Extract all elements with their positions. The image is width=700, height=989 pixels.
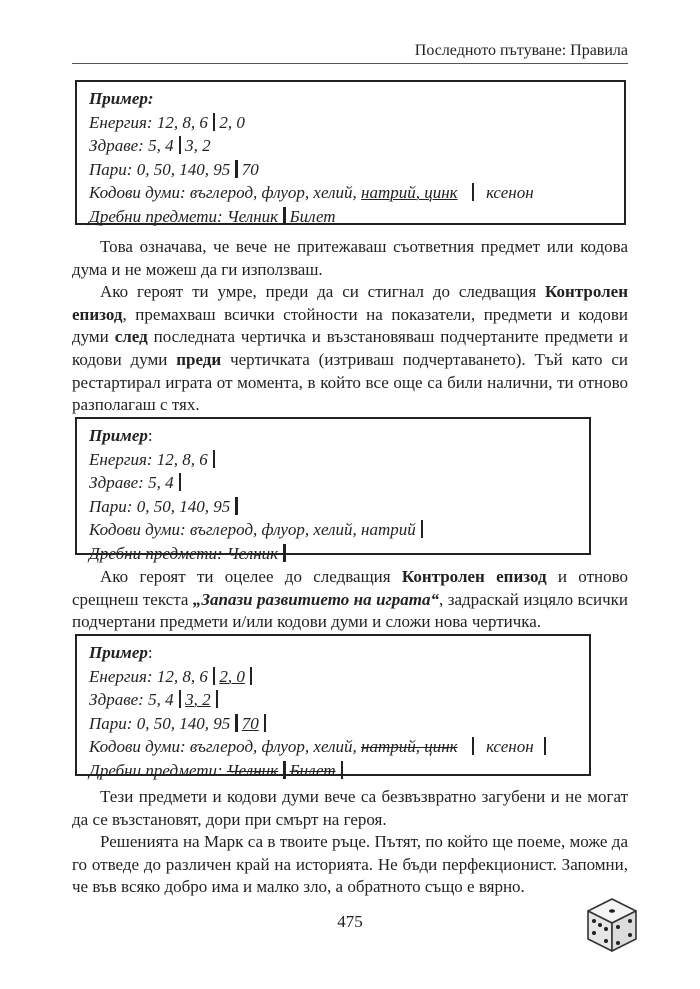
header-rule [72,63,628,64]
divider-bar [341,761,344,779]
divider-bar [544,737,547,755]
divider-bar [179,136,182,154]
example-title: Пример: [89,643,153,662]
divider-bar [213,450,216,468]
codewords-row: Кодови думи: въглерод, флуор, хелий, натрий, цинк ксенон [89,183,534,202]
divider-bar [472,183,475,201]
divider-bar [235,160,238,178]
save-progress-paragraph: Ако героят ти оцелее до следващия Контролен епизод и отново срещнеш текста „Запази развитието на играта“, задраскай изцяло всички подчертани предмети и/или кодови думи и сложи нова чертичка. [72,567,629,632]
rules-text-3: Тези предмети и кодови думи вече са безвъзвратно загубени и не могат да се възстановят, дори при смърт на героя. Решенията на Марк са в твоите ръце. Пътят, по който ще поеме, може да го отведе до различен край на историята. Не бъди перфекционист. Запомни, че във всяко добро има и малко зло, а обратното също е вярно. [72,787,628,897]
divider-bar [472,737,475,755]
example-title: Пример: [89,426,153,445]
divider-bar [264,714,267,732]
dice-icon [582,895,642,955]
items-row: Дребни предмети: Челник Билет [89,759,583,783]
items-row: Дребни предмети: Челник Билет [89,206,336,226]
running-header: Последното пътуване: Правила [414,42,628,59]
example-title: Пример: [89,89,154,108]
money-row: Пари: 0, 50, 140, 95 70 [89,712,583,736]
energy-row: Енергия: 12, 8, 6 2, 0 [89,112,245,132]
money-row: Пари: 0, 50, 140, 95 70 [89,159,259,179]
rules-text-1: Това означава, че вече не притежаваш съответния предмет или кодова дума и не можеш да ги използваш. Ако героят ти умре, преди да си стигнал до следващия Контролен епизод, премахваш всички стойности на показатели, предмети и кодови думи след последната чертичка и възстановяваш подчертаните предмети и кодови думи преди чертичката (изтриваш подчертаването). Тъй като си рестартирал играта от момента, в който все още са били налични, ти отново разполагаш с тях. [72,236,628,417]
energy-row: Енергия: 12, 8, 6 [89,448,583,472]
health-row: Здраве: 5, 4 3, 2 [89,688,583,712]
health-row: Здраве: 5, 4 [89,471,583,495]
divider-bar [213,667,216,685]
codewords-row: Кодови думи: въглерод, флуор, хелий, натрий, цинк ксенон [89,735,583,759]
restart-paragraph: Ако героят ти умре, преди да си стигнал до следващия Контролен епизод, премахваш всички стойности на показатели, предмети и кодови думи след последната чертичка и възстановяваш подчертаните предмети и кодови думи преди чертичката (изтриваш подчертаването). Тъй като си рестартирал играта от момента, в който все още са били налични, ти отново разполагаш с тях. [72,282,628,415]
energy-row: Енергия: 12, 8, 6 2, 0 [89,665,583,689]
divider-bar [213,113,216,131]
divider-bar [283,761,286,779]
example-box-2 [75,417,591,563]
divider-bar [216,690,219,708]
codewords-row: Кодови думи: въглерод, флуор, хелий, натрий [89,518,583,542]
money-row: Пари: 0, 50, 140, 95 [89,495,583,519]
divider-bar [235,497,238,515]
example-box-3 [75,634,591,780]
health-row: Здраве: 5, 4 3, 2 [89,136,211,155]
divider-bar [235,714,238,732]
divider-bar [250,667,253,685]
items-row: Дребни предмети: Челник [89,542,583,566]
example-box-1 [75,80,626,225]
rules-text-2 [72,566,628,634]
divider-bar [283,207,286,225]
divider-bar [179,473,182,491]
page-number: 475 [337,912,363,931]
divider-bar [179,690,182,708]
divider-bar [283,544,286,562]
divider-bar [421,520,424,538]
